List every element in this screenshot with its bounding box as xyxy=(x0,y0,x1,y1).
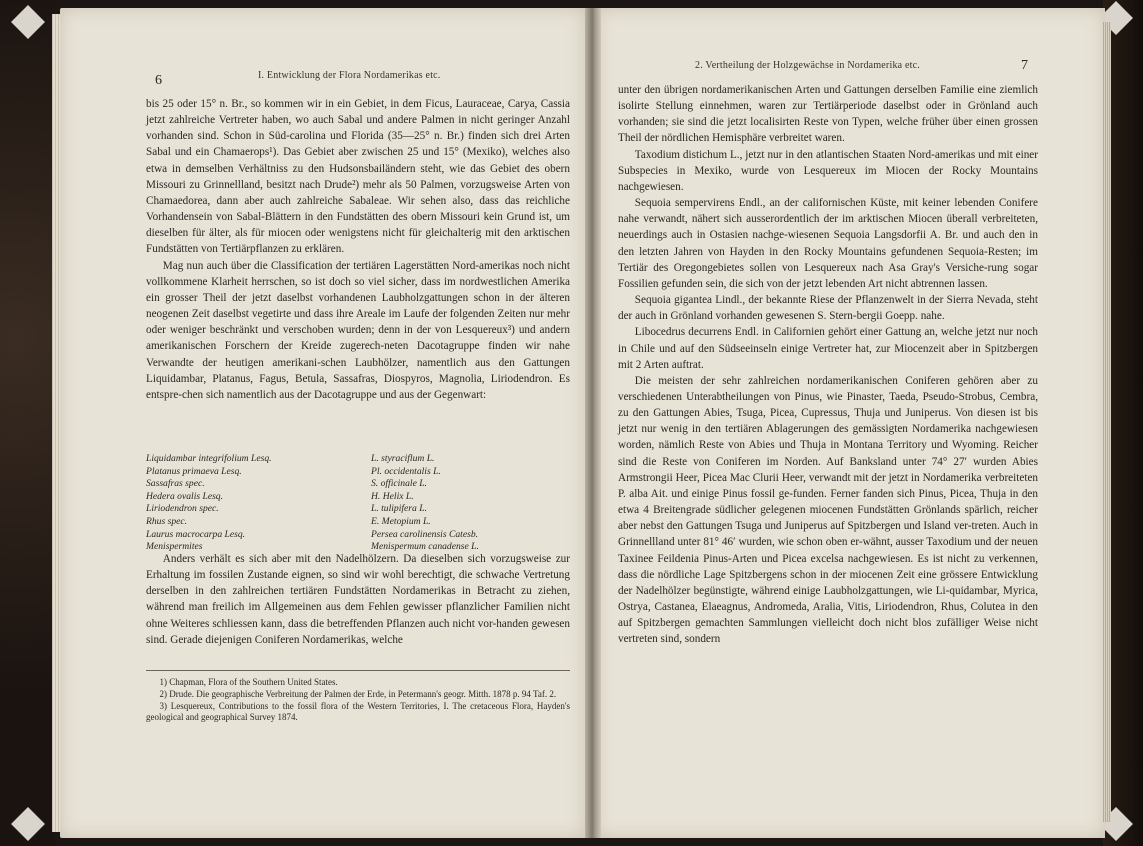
living-species: H. Helix L. xyxy=(371,490,414,502)
left-paragraph-1: bis 25 oder 15° n. Br., so kommen wir in ein Gebiet, in dem Ficus, Lauraceae, Carya, Cassia jetzt zahlreiche Vertreter haben, wo auch Sabal und andere Palmen in nicht geringer Anzahl vorhanden sind. Schon in Süd-carolina und Florida (35—25° n. Br.) finden sich drei Arten Sabal und ein Chamaerops¹). Das Gebiet aber zwischen 25 und 15° (Mexiko), welches also etwa in demselben Verhältniss zu den Hudsonsbailändern steht, wie das Gebiet des obern Missouri zu Grinnellland, besitzt nach Drude²) mehr als 50 Palmen, vorzugsweise Arten von Chamaedorea, dann aber auch zahlreiche Sabaleae. Wir sehen also, dass das reichliche Vorhandensein von Sabal-Blättern in den Fundstätten des obern Missouri kein Grund ist, um dieselben für älter, als für miocen oder wenigstens nicht für gleichalterig mit den arktischen Fundstätten von Tertiärpflanzen zu erklären. xyxy=(146,98,570,256)
footnotes xyxy=(146,677,570,724)
right-page-number: 7 xyxy=(1021,58,1028,73)
right-paragraph-1: unter den übrigen nordamerikanischen Arten und Gattungen derselben Familie eine ziemlich isolirte Stellung einnehmen, waren zur Tertiärperiode daselbst oder in Grönland auch vorhanden; sie sind die jetzt localisirten Reste von Typen, welche früher über einen grossen Theil der nördlichen Hemisphäre verbreitet waren. xyxy=(618,84,1038,145)
fossil-species: Sassafras spec. xyxy=(146,478,205,490)
left-body-bottom xyxy=(146,551,570,648)
footnote-2: 2) Drude. Die geographische Verbreitung der Palmen der Erde, in Petermann's geogr. Mitth. 1878 p. 94 Taf. 2. xyxy=(159,688,557,699)
right-body xyxy=(618,82,1038,647)
living-species: Persea carolinensis Catesb. xyxy=(371,528,479,540)
table-row xyxy=(146,453,566,466)
page-stack-edge-right xyxy=(1103,22,1111,822)
living-species: Menispermum canadense L. xyxy=(371,541,479,553)
living-species: S. officinale L. xyxy=(371,478,427,490)
footnote-3: 3) Lesquereux, Contributions to the fossil flora of the Western Territories, I. The cretaceous Flora, Hayden's geological and geographical Survey 1874. xyxy=(146,700,570,723)
table-row xyxy=(146,503,566,516)
footnote-rule xyxy=(146,670,570,671)
desk-background-left xyxy=(0,0,55,846)
right-paragraph-4: Sequoia gigantea Lindl., der bekannte Riese der Pflanzenwelt in der Sierra Nevada, steht der auch in Grönland vorhanden gewesenen S. Stern-bergii Goepp. nahe. xyxy=(618,294,1038,323)
fossil-species: Hedera ovalis Lesq. xyxy=(146,490,224,502)
right-paragraph-5: Libocedrus decurrens Endl. in Californien gehört einer Gattung an, welche jetzt nur noch in Chile und auf den Südseeinseln einige Vertreter hat, zur Miocenzeit aber in Spitzbergen mit 2 Arten auftrat. xyxy=(618,326,1038,371)
table-row xyxy=(146,478,566,491)
table-row xyxy=(146,529,566,542)
species-comparison-table xyxy=(146,453,566,554)
fossil-species: Menispermites xyxy=(146,541,203,553)
left-paragraph-3: Anders verhält es sich aber mit den Nadelhölzern. Da dieselben sich vorzugsweise zur Erhaltung im fossilen Zustande eignen, so sind wir wohl berechtigt, die schwache Vertretung derselben in den zahlreichen tertiären Fundstätten Nordamerikas in Betracht zu ziehen, während man freilich im Allgemeinen aus dem Fehlen gewisser pflanzlicher Familien nicht ohne Weiteres schliessen kann, dass die betreffenden Pflanzen auch nicht vor-handen gewesen sind. Gerade diejenigen Coniferen Nordamerikas, welche xyxy=(146,553,570,646)
left-page-number: 6 xyxy=(155,73,162,88)
right-paragraph-2: Taxodium distichum L., jetzt nur in den atlantischen Staaten Nord-amerikas und mit einer Subspecies in Mexiko, wurde von Lesquereux im Miocen der Rocky Mountains nachgewiesen. xyxy=(618,148,1038,193)
left-paragraph-2: Mag nun auch über die Classification der tertiären Lagerstätten Nord-amerikas noch nicht vollkommene Klarheit herrschen, so ist doch so viel sicher, dass im nordwestlichen Amerika ein grosser Theil der jetzt daselbst vorhandenen Laubholzgattungen schon in der älteren neogenen Zeit daselbst vegetirte und dass ihre Areale im Laufe der folgenden Zeiten nur mehr oder weniger beschränkt und verschoben wurden; denn in der von Lesquereux³) und andern amerikanischen Forschern der Kreide zugerech-neten Dacotagruppe finden wir nahe Verwandte der heutigen amerikani-schen Laubhölzer, namentlich aus den Gattungen Liquidambar, Platanus, Fagus, Betula, Sassafras, Diospyros, Magnolia, Liriodendron. Es entspre-chen sich namentlich aus der Dacotagruppe und aus der Gegenwart: xyxy=(146,259,570,401)
right-running-header: 2. Vertheilung der Holzgewächse in Nordamerika etc. xyxy=(695,60,920,71)
right-paragraph-3: Sequoia sempervirens Endl., an der californischen Küste, mit keiner lebenden Conifere nahe verwandt, nähert sich ausserordentlich der im arktischen Miocen überall verbreiteten, neuerdings auch in Ostasien nachge-wiesenen Sequoia Langsdorfii A. Br. und auch den in den letzten Jahren von Hayden in den Rocky Mountains gefundenen Sequoia-Resten; im Tertiär des Oregongebietes sollen von Lesquereux nach Asa Gray's Versiche-rung sogar Fossilien gefunden sein, die sich von der jetzt lebenden Art nicht abtrennen lassen. xyxy=(618,197,1038,290)
living-species: L. tulipifera L. xyxy=(371,503,427,515)
footnote-1: 1) Chapman, Flora of the Southern United States. xyxy=(159,677,338,687)
table-row xyxy=(146,466,566,479)
table-row xyxy=(146,491,566,504)
fossil-species: Liriodendron spec. xyxy=(146,503,219,515)
fossil-species: Rhus spec. xyxy=(146,515,188,527)
fossil-species: Laurus macrocarpa Lesq. xyxy=(146,528,246,540)
table-row xyxy=(146,516,566,529)
left-running-header: I. Entwicklung der Flora Nordamerikas etc. xyxy=(258,70,441,81)
living-species: E. Metopium L. xyxy=(371,515,431,527)
right-paragraph-6: Die meisten der sehr zahlreichen nordamerikanischen Coniferen gehören aber zu verschiedenen Unterabtheilungen von Pinus, wie Pinaster, Taeda, Pseudo-Strobus, Cembra, zu den Gattungen Abies, Tsuga, Picea, Cupressus, Thuja und Juniperus. Von diesen ist bis jetzt nur wenig in den tertiären Ablagerungen des gemässigten Nordamerika nachgewiesen worden, nämlich Reste von Abies und Thuja in Montana Territory und Wyoming. Reicher sind die Reste von Coniferen im Norden. Auf Banksland unter 74° 27′ wurden Abies Armstrongii Heer, Picea Mac Clurii Heer, verwandt mit der jetzt in Nordamerika verbreiteten P. alba Ait. und einige Pinus fossil ge-funden. Ferner fanden sich Pinus, Picea, Thuja in den etwa 4 Breitengrade südlicher gelegenen miocenen Fundstätten Grönlands spärlich, reicher aber nebst den Gattungen Tsuga und Juniperus auf Spitzbergen und Island ver-treten. Auch in Grinnellland unter 81° 46′ wurden, wie schon oben er-wähnt, ausser Taxodium und der neuen Taxinee Feildenia Pinus-Arten und Picea excelsa nachgewiesen. Es ist nicht zu verkennen, dass die nördliche Lage Spitzbergens schon in der miocenen Zeit eine grössere Entwicklung der Nadelhölzer begünstigte, während einige Laubholzgattungen, wie Li-quidambar, Myrica, Ostrya, Castanea, Elaeagnus, Andromeda, Aralia, Vitis, Liriodendron, Rhus, Colutea in den auf Spitzbergen gemachten Sammlungen vielleicht doch nicht blos zufälliger Weise nicht vertreten sind, sondern xyxy=(618,374,1038,646)
living-species: L. styraciflum L. xyxy=(371,453,435,464)
living-species: Pl. occidentalis L. xyxy=(371,465,441,477)
book-gutter xyxy=(585,8,601,838)
left-body-top xyxy=(146,96,570,403)
fossil-species: Platanus primaeva Lesq. xyxy=(146,465,242,477)
fossil-species: Liquidambar integrifolium Lesq. xyxy=(146,453,272,464)
